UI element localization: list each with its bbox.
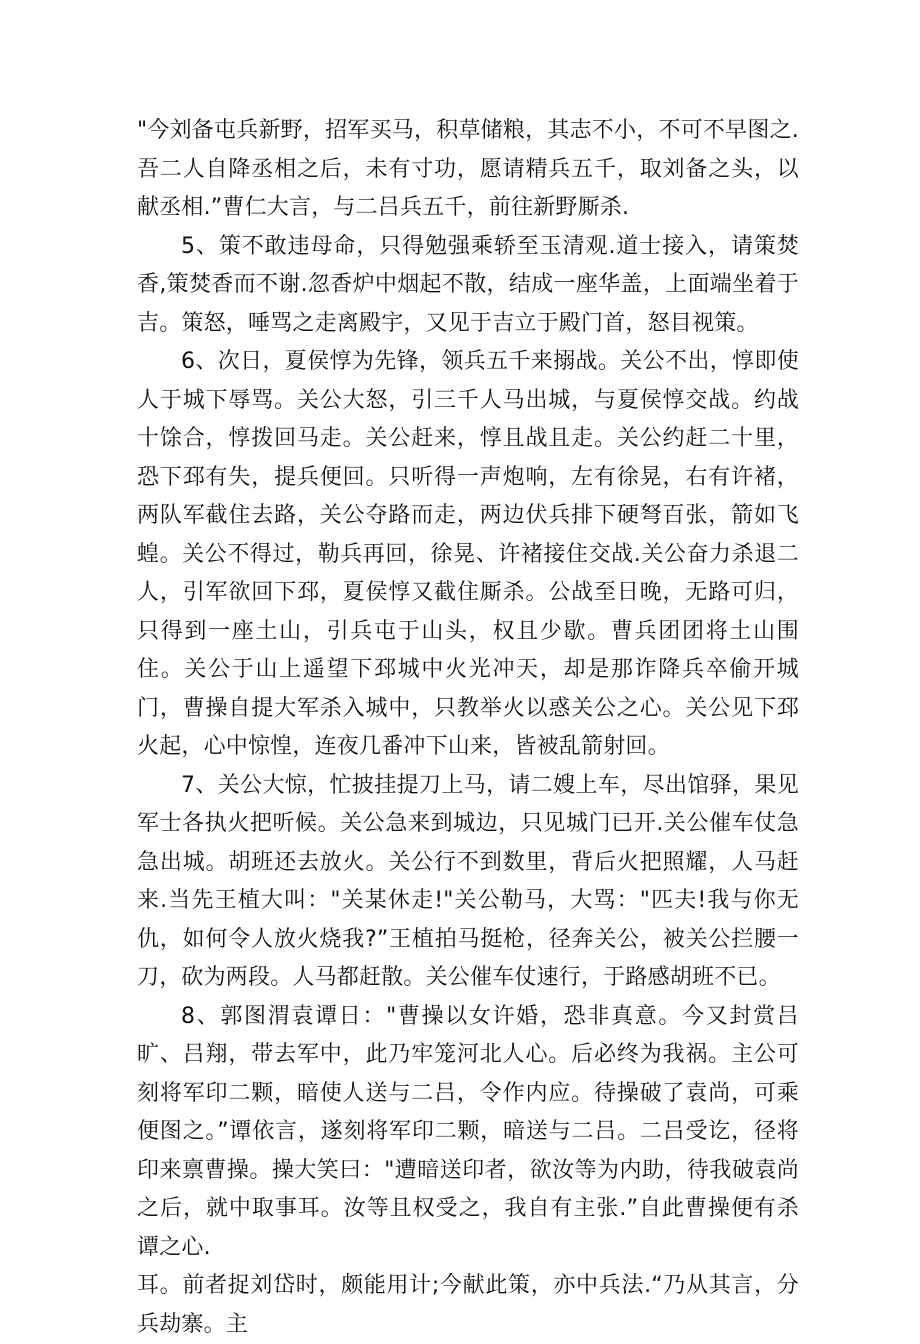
body-text bbox=[137, 112, 799, 1344]
paragraph-intro: "今刘备屯兵新野，招军买马，积草储粮，其志不小，不可不早图之.吾二人自降丞相之后，未有寸功，愿请精兵五千，取刘备之头，以献丞相.”曹仁大言，与二吕兵五千，前往新野厮杀. bbox=[137, 118, 799, 220]
paragraph-tail: 耳。前者捉刘岱时，颇能用计;今献此策，亦中兵法.“乃从其言，分兵劫寨。主 bbox=[137, 1273, 799, 1337]
paragraph-item-6: 6、次日，夏侯惇为先锋，领兵五千来搦战。关公不出，惇即使人于城下辱骂。关公大怒，引三千人马出城，与夏侯惇交战。约战十馀合，惇拨回马走。关公赶来，惇且战且走。关公约赶二十里，恐下邳有失，提兵便回。只听得一声炮响，左有徐晃，右有许褚，两队军截住去路，关公夺路而走，两边伏兵排下硬弩百张，箭如飞蝗。关公不得过，勒兵再回，徐晃、许褚接住交战.关公奋力杀退二人，引军欲回下邳，夏侯惇又截住厮杀。公战至日晚，无路可归，只得到一座土山，引兵屯于山头，权且少歇。曹兵团团将土山围住。关公于山上遥望下邳城中火光冲天，却是那诈降兵卒偷开城门，曹操自提大军杀入城中，只教举火以惑关公之心。关公见下邳火起，心中惊惶，连夜几番冲下山来，皆被乱箭射回。 bbox=[137, 349, 799, 759]
paragraph-item-5: 5、策不敢违母命，只得勉强乘轿至玉清观.道士接入，请策焚香,策焚香而不谢.忽香炉中烟起不散，结成一座华盖，上面端坐着于吉。策怒，唾骂之走离殿宇，又见于吉立于殿门首，怒目视策。 bbox=[137, 233, 799, 336]
paragraph-item-7: 7、关公大惊，忙披挂提刀上马，请二嫂上车，尽出馆驿，果见军士各执火把听候。关公急来到城边，只见城门已开.关公催车仗急急出城。胡班还去放火。关公行不到数里，背后火把照耀，人马赶来.当先王植大叫："关某休走!"关公勒马，大骂："匹夫!我与你无仇，如何令人放火烧我?”王植拍马挺枪，径奔关公，被关公拦腰一刀，砍为两段。人马都赶散。关公催车仗速行，于路感胡班不已。 bbox=[137, 772, 799, 990]
paragraph-item-8: 8、郭图渭袁谭日："曹操以女许婚，恐非真意。今又封赏吕旷、吕翔，带去军中，此乃牢笼河北人心。后必终为我祸。主公可刻将军印二颗，暗使人送与二吕，令作内应。待操破了袁尚，可乘便图之。”谭依言，遂刻将军印二颗，暗送与二吕。二吕受讫，径将印来禀曹操。操大笑曰："遭暗送印者，欲汝等为内助，待我破袁尚之后，就中取事耳。汝等且权受之，我自有主张.”自此曹操便有杀谭之心. bbox=[137, 1003, 799, 1260]
